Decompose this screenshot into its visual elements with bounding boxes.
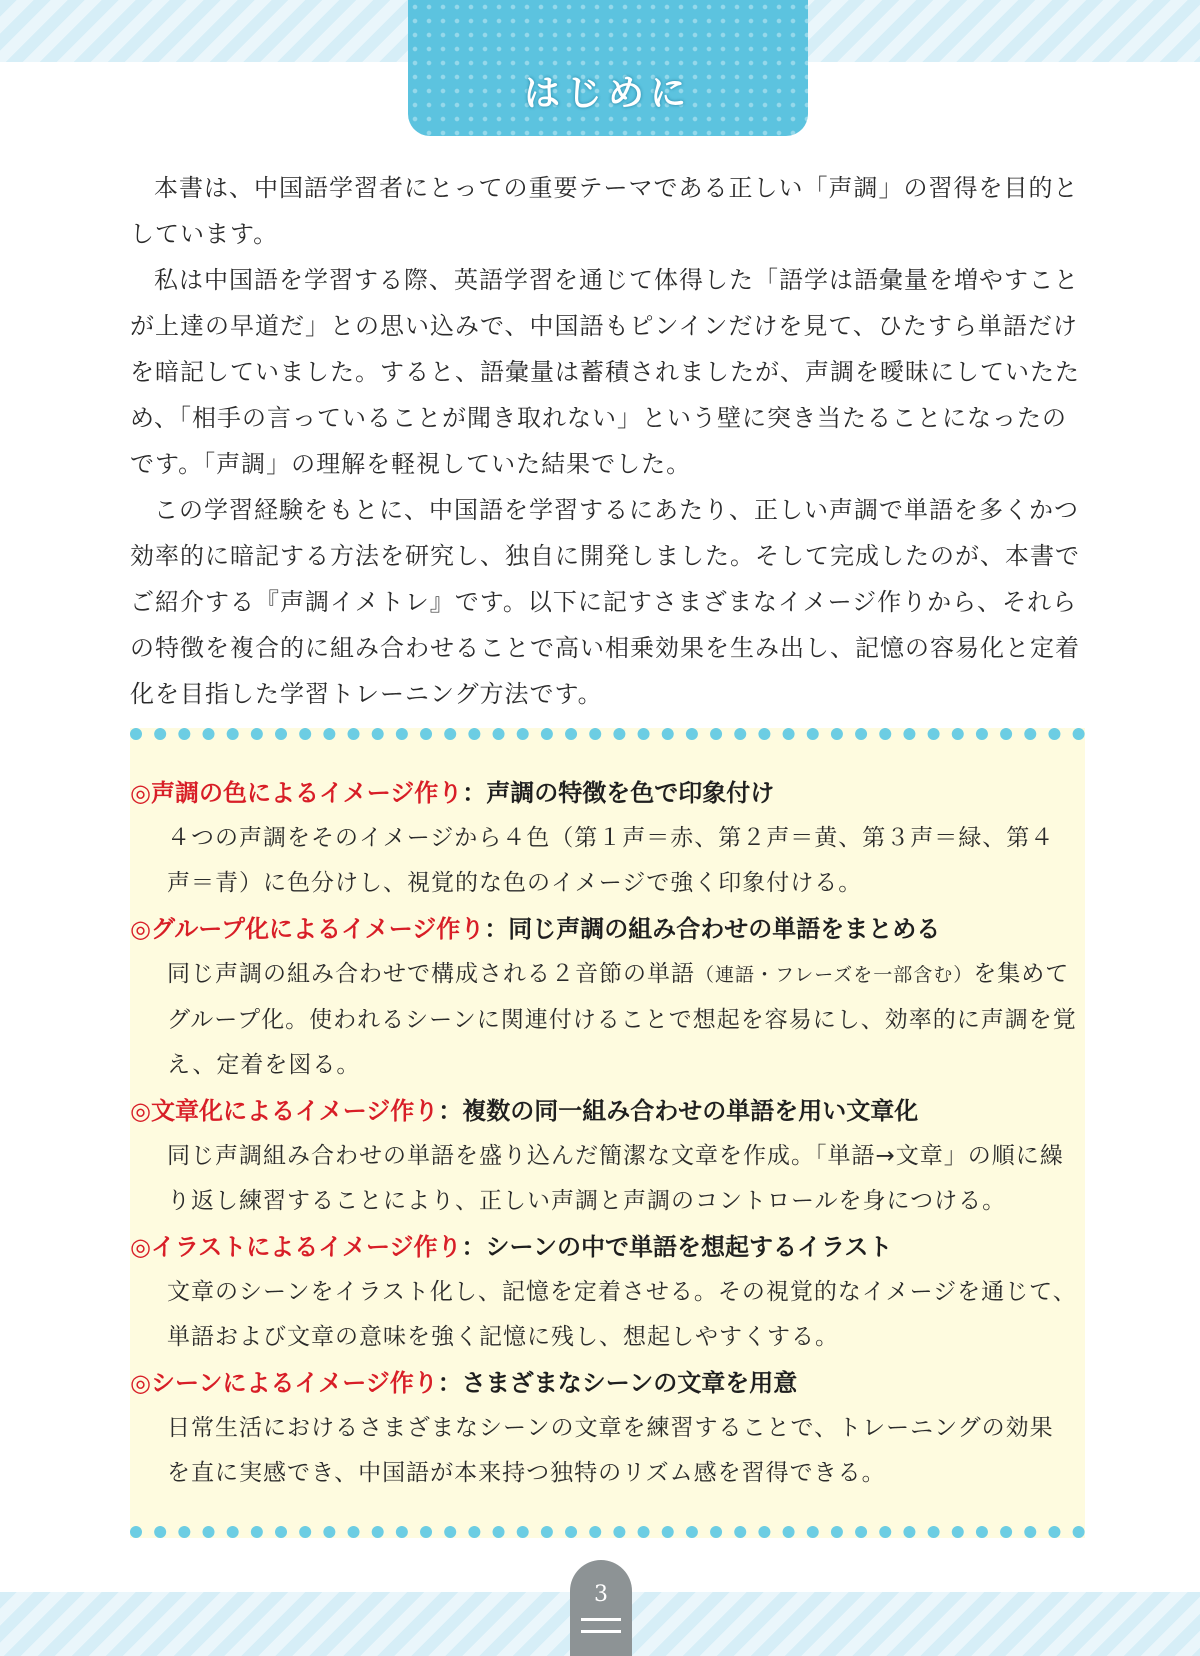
method-heading-red: ◎イラストによるイメージ作り <box>130 1233 462 1261</box>
intro-paragraph: 私は中国語を学習する際、英語学習を通じて体得した「語学は語彙量を増やすことが上達の早道だ」との思い込みで、中国語もピンインだけを見て、ひたすら単語だけを暗記していました。すると、語彙量は蓄積されましたが、声調を曖昧にしていたため、「相手の言っていることが聞き取れない」という壁に突き当たることになったのです。「声調」の理解を軽視していた結果でした。 <box>130 266 1080 478</box>
method-body: 日常生活におけるさまざまなシーンの文章を練習することで、トレーニングの効果を直に実感でき、中国語が本来持つ独特のリズム感を習得できる。 <box>167 1415 1054 1486</box>
page-number-tab <box>570 1560 632 1656</box>
intro-paragraph: 本書は、中国語学習者にとっての重要テーマである正しい「声調」の習得を目的としています。 <box>130 174 1079 248</box>
page-title: はじめに <box>523 73 692 114</box>
method-heading-black: ：声調の特徴を色で印象付け <box>462 779 775 807</box>
method-body-note: （連語・フレーズを一部含む） <box>695 964 974 986</box>
method-heading-red: ◎声調の色によるイメージ作り <box>130 779 463 807</box>
page-number: 3 <box>594 1582 608 1607</box>
method-heading-red: ◎グループ化によるイメージ作り <box>130 915 485 943</box>
page-tab-lines <box>581 1618 621 1633</box>
method-item-grouping <box>130 906 1085 1088</box>
intro-paragraph: この学習経験をもとに、中国語を学習するにあたり、正しい声調で単語を多くかつ効率的に暗記する方法を研究し、独自に開発しました。そして完成したのが、本書でご紹介する『声調イメトレ』です。以下に記すさまざまなイメージ作りから、それらの特徴を複合的に組み合わせることで高い相乗効果を生み出し、記憶の容易化と定着化を目指した学習トレーニング方法です。 <box>130 496 1080 708</box>
method-body-text: を集めてグループ化。使われるシーンに関連付けることで想起を容易にし、効率的に声調を覚え、定着を図る。 <box>167 961 1077 1078</box>
method-body: ４つの声調をそのイメージから４色（第１声＝赤、第２声＝黄、第３声＝緑、第４声＝青）に色分けし、視覚的な色のイメージで強く印象付ける。 <box>167 825 1055 896</box>
method-heading-black: ：複数の同一組み合わせの単語を用い文章化 <box>438 1097 919 1125</box>
method-item-color <box>130 770 1085 906</box>
methods-box <box>130 728 1085 1538</box>
method-body: 文章のシーンをイラスト化し、記憶を定着させる。その視覚的なイメージを通じて、単語および文章の意味を強く記憶に残し、想起しやすくする。 <box>167 1279 1077 1350</box>
method-body: 同じ声調組み合わせの単語を盛り込んだ簡潔な文章を作成。「単語→文章」の順に繰り返し練習することにより、正しい声調と声調のコントロールを身につける。 <box>167 1143 1064 1214</box>
method-heading <box>130 1224 1085 1270</box>
method-heading <box>130 1088 1085 1134</box>
method-heading <box>130 1360 1085 1406</box>
method-body-text: 同じ声調の組み合わせで構成される２音節の単語 <box>167 961 695 987</box>
method-heading <box>130 770 1085 816</box>
method-heading-black: ：シーンの中で単語を想起するイラスト <box>461 1233 893 1261</box>
method-body <box>130 952 1085 1088</box>
intro-text <box>130 165 1085 717</box>
method-heading-black: ：同じ声調の組み合わせの単語をまとめる <box>484 915 941 943</box>
method-heading <box>130 906 1085 952</box>
method-item-sentence <box>130 1088 1085 1224</box>
method-heading-red: ◎文章化によるイメージ作り <box>130 1097 439 1125</box>
method-heading-red: ◎シーンによるイメージ作り <box>130 1369 438 1397</box>
method-item-scene <box>130 1360 1085 1496</box>
title-tab <box>408 0 808 136</box>
method-item-illustration <box>130 1224 1085 1360</box>
method-heading-black: ：さまざまなシーンの文章を用意 <box>437 1369 798 1397</box>
